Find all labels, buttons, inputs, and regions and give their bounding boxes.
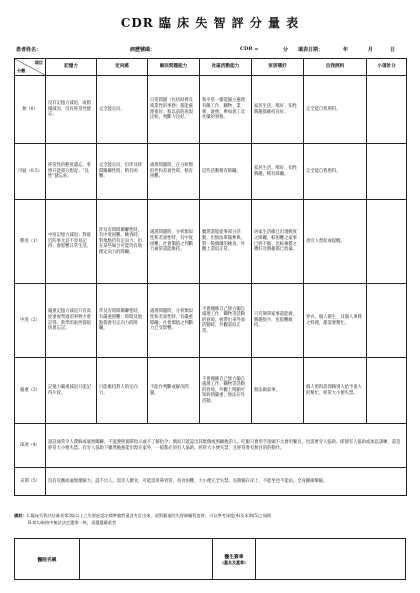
day-label: 日 [390, 47, 396, 53]
cell-orientation[interactable]: 完全能定向，但涉及時間關聯性時，稍有困難。 [97, 144, 148, 200]
col-personal-care: 自我照料 [304, 59, 367, 76]
cell-orientation[interactable]: 完全能定向。 [97, 76, 148, 144]
hospital-name-field[interactable] [80, 539, 213, 580]
level-label: 無（0） [15, 76, 46, 144]
table-row-severe [15, 358, 407, 424]
notes-label: 備註： [14, 513, 27, 518]
cell-personal-care[interactable]: 完全能自我照料。 [304, 144, 367, 200]
cell-community[interactable]: 不會掩飾自己無力獨自處理工作、購物等活動的窘境。外觀上明顯可知病情嚴重，無法在外活動。 [200, 358, 252, 424]
level-label: 可疑（0.5） [15, 144, 46, 200]
score-unit: 分 [283, 47, 289, 53]
cell-home-hobbies[interactable]: 家居生活、嗜好、知性興趣，稍有障礙。 [252, 144, 304, 200]
level-label: 中度（2） [15, 284, 46, 358]
table-row-questionable [15, 144, 407, 200]
level-label: 深度（4） [15, 424, 46, 468]
cell-orientation[interactable]: 涉及有時間關聯性時，有中度困難。檢查時，對地點仍有定向力；但在某些場合可能仍有地理定向力的障礙。 [97, 200, 148, 284]
doctor-signature-field[interactable] [256, 539, 406, 580]
cell-subscore[interactable] [367, 76, 407, 144]
level-label: 末期（5） [15, 468, 46, 496]
record-no-label: 病歷號碼： [130, 47, 156, 53]
deep-description[interactable]: 說話通常令人費解或毫無關聯，不能遵照簡單指示或不了解指令；偶而只能認出其配偶或照顧他的人。吃飯只會用手指頭不太會用餐具，也需要旁人協助。即使有人協助或加以訓練，還是經常大小便失禁。有旁人協助下雖然勉強能出現在家外，一般都必須有人協助，經常大小便失禁，且經常會有無目的的動作。 [46, 424, 407, 468]
cell-community[interactable]: 雖然還能從事部分活動，但無法單獨參與。對一般偶爾的檢查，外觀上還似正常。 [200, 200, 252, 284]
doctor-signature-sublabel: (蓋名及蓋章) [222, 559, 246, 565]
col-memory: 記憶力 [46, 59, 97, 76]
table-row-moderate [15, 284, 407, 358]
cell-home-hobbies[interactable]: 只有簡單家事還能做，興趣很少，也很難維持。 [252, 284, 304, 358]
terminal-description[interactable]: 沒有反應或毫無理解力。認不出人。需旁人餵食，可能需用鼻胃管。吞食困難，大小便完全失禁。長期躺在床上，不能坐也不能站，全身關節攣縮。 [46, 468, 407, 496]
cell-problem-solving[interactable]: 處理問題時，在分析類似性和差異性時，稍有困難。 [148, 144, 200, 200]
col-subscore: 小項計分 [367, 59, 407, 76]
cell-problem-solving[interactable]: 處理問題時，分析類似性和差異性時，有嚴重障礙；社會價值之判斷力已受影響。 [148, 284, 200, 358]
notes-section [14, 512, 406, 526]
cell-community[interactable]: 不會掩飾自己無力獨自處理工作、購物等活動的窘境。被帶出來外面活動時，外觀還似正常。 [200, 284, 252, 358]
cell-problem-solving[interactable]: 處理問題時，分析類似性和差異性時，有中度困難；社會價值之判斷力通常還能維持。 [148, 200, 200, 284]
col-orientation: 定向感 [97, 59, 148, 76]
column-header-row [15, 59, 407, 76]
notes-line-2: B.如勾兩格中無法決定選那一格，須選選嚴重者 [28, 520, 117, 525]
cell-community[interactable]: 和平常一樣能獨立處理有關工作、購物、業務、財務、參加義工及社團的事務。 [200, 76, 252, 144]
cell-personal-care[interactable]: 須旁人督促或提醒。 [304, 200, 367, 284]
notes-line-1: 1.臨床失智評估量表第3級以上之失智症認定標準雖然還沒有訂出來，面對嚴重的失智障礙程度時，可以參考深度(4)及末期(5)之規則 [26, 513, 272, 518]
cell-problem-solving[interactable]: 日常問題（包括財務及商業性的事務）都能處理很好；和以前的表現比較，判斷力良好。 [148, 76, 200, 144]
level-label: 嚴重（3） [15, 358, 46, 424]
patient-name-label: 患者姓名： [16, 47, 42, 53]
cell-orientation[interactable]: 只能維持對人的定向力。 [97, 358, 148, 424]
table-row-deep [15, 424, 407, 468]
date-label: 填表日期： [298, 47, 324, 53]
cell-memory[interactable]: 記憶力嚴重減退只能記得片段。 [46, 358, 97, 424]
cell-personal-care[interactable]: 穿衣、個人衛生、及個人事務之料理，都需要幫忙。 [304, 284, 367, 358]
table-row-mild [15, 200, 407, 284]
cdr-label: CDR = [240, 46, 259, 52]
cell-subscore[interactable] [367, 144, 407, 200]
level-label: 輕度（1） [15, 200, 46, 284]
col-problem-solving: 解決問題能力 [148, 59, 200, 76]
cell-personal-care[interactable]: 個人照料需仰賴別人給予很大的幫忙，經常大小便失禁。 [304, 358, 367, 424]
cell-subscore[interactable] [367, 358, 407, 424]
year-label: 年 [343, 47, 349, 53]
hospital-name-label: 醫院名稱 [15, 539, 80, 580]
col-home-hobbies: 家居嗜好 [252, 59, 304, 76]
cell-subscore[interactable] [367, 200, 407, 284]
cell-memory[interactable]: 經常性的輕度遺忘，事情只能部分想起；“良性”健忘症。 [46, 144, 97, 200]
page-title: CDR 臨 床 失 智 評 分 量 表 [120, 16, 300, 30]
cell-home-hobbies[interactable]: 家居生活、嗜好、知性興趣都維持良好。 [252, 76, 304, 144]
cell-memory[interactable]: 嚴重記憶力減退只有高度重複學過的事物才會記得；新學的東西都很快會忘記。 [46, 284, 97, 358]
col-community: 社區活動能力 [200, 59, 252, 76]
month-label: 月 [368, 47, 374, 53]
corner-top-label: 項目 [34, 60, 43, 65]
cell-community[interactable]: 這些活動稍有障礙。 [200, 144, 252, 200]
cell-problem-solving[interactable]: 不能作判斷或解決問題。 [148, 358, 200, 424]
cell-personal-care[interactable]: 完全能自我照料。 [304, 76, 367, 144]
cell-orientation[interactable]: 涉及有時間關聯性時，有嚴重困難；時間及地點都會有定向力的障礙。 [97, 284, 148, 358]
corner-bottom-label: 分數 [17, 68, 26, 74]
doctor-signature-label-cell [213, 539, 256, 580]
signature-table [14, 538, 406, 580]
assessment-table [14, 58, 407, 496]
cell-home-hobbies[interactable]: 無法做家事。 [252, 358, 304, 424]
corner-cell [15, 59, 46, 76]
cell-subscore[interactable] [367, 284, 407, 358]
cell-memory[interactable]: 中度記憶力減退；對最近的事尤其不容易記得；會影響日常生活。 [46, 200, 97, 284]
doctor-signature-label: 醫生簽章 [224, 553, 244, 560]
cell-home-hobbies[interactable]: 居家生活確已出現輕度之障礙，較困難之家事已經不做；比較複雜之嗜好及興趣都已放棄。 [252, 200, 304, 284]
table-row-terminal [15, 468, 407, 496]
table-row-none [15, 76, 407, 144]
cell-memory[interactable]: 沒有記憶力減退，或稍微減退，沒有經常性健忘。 [46, 76, 97, 144]
